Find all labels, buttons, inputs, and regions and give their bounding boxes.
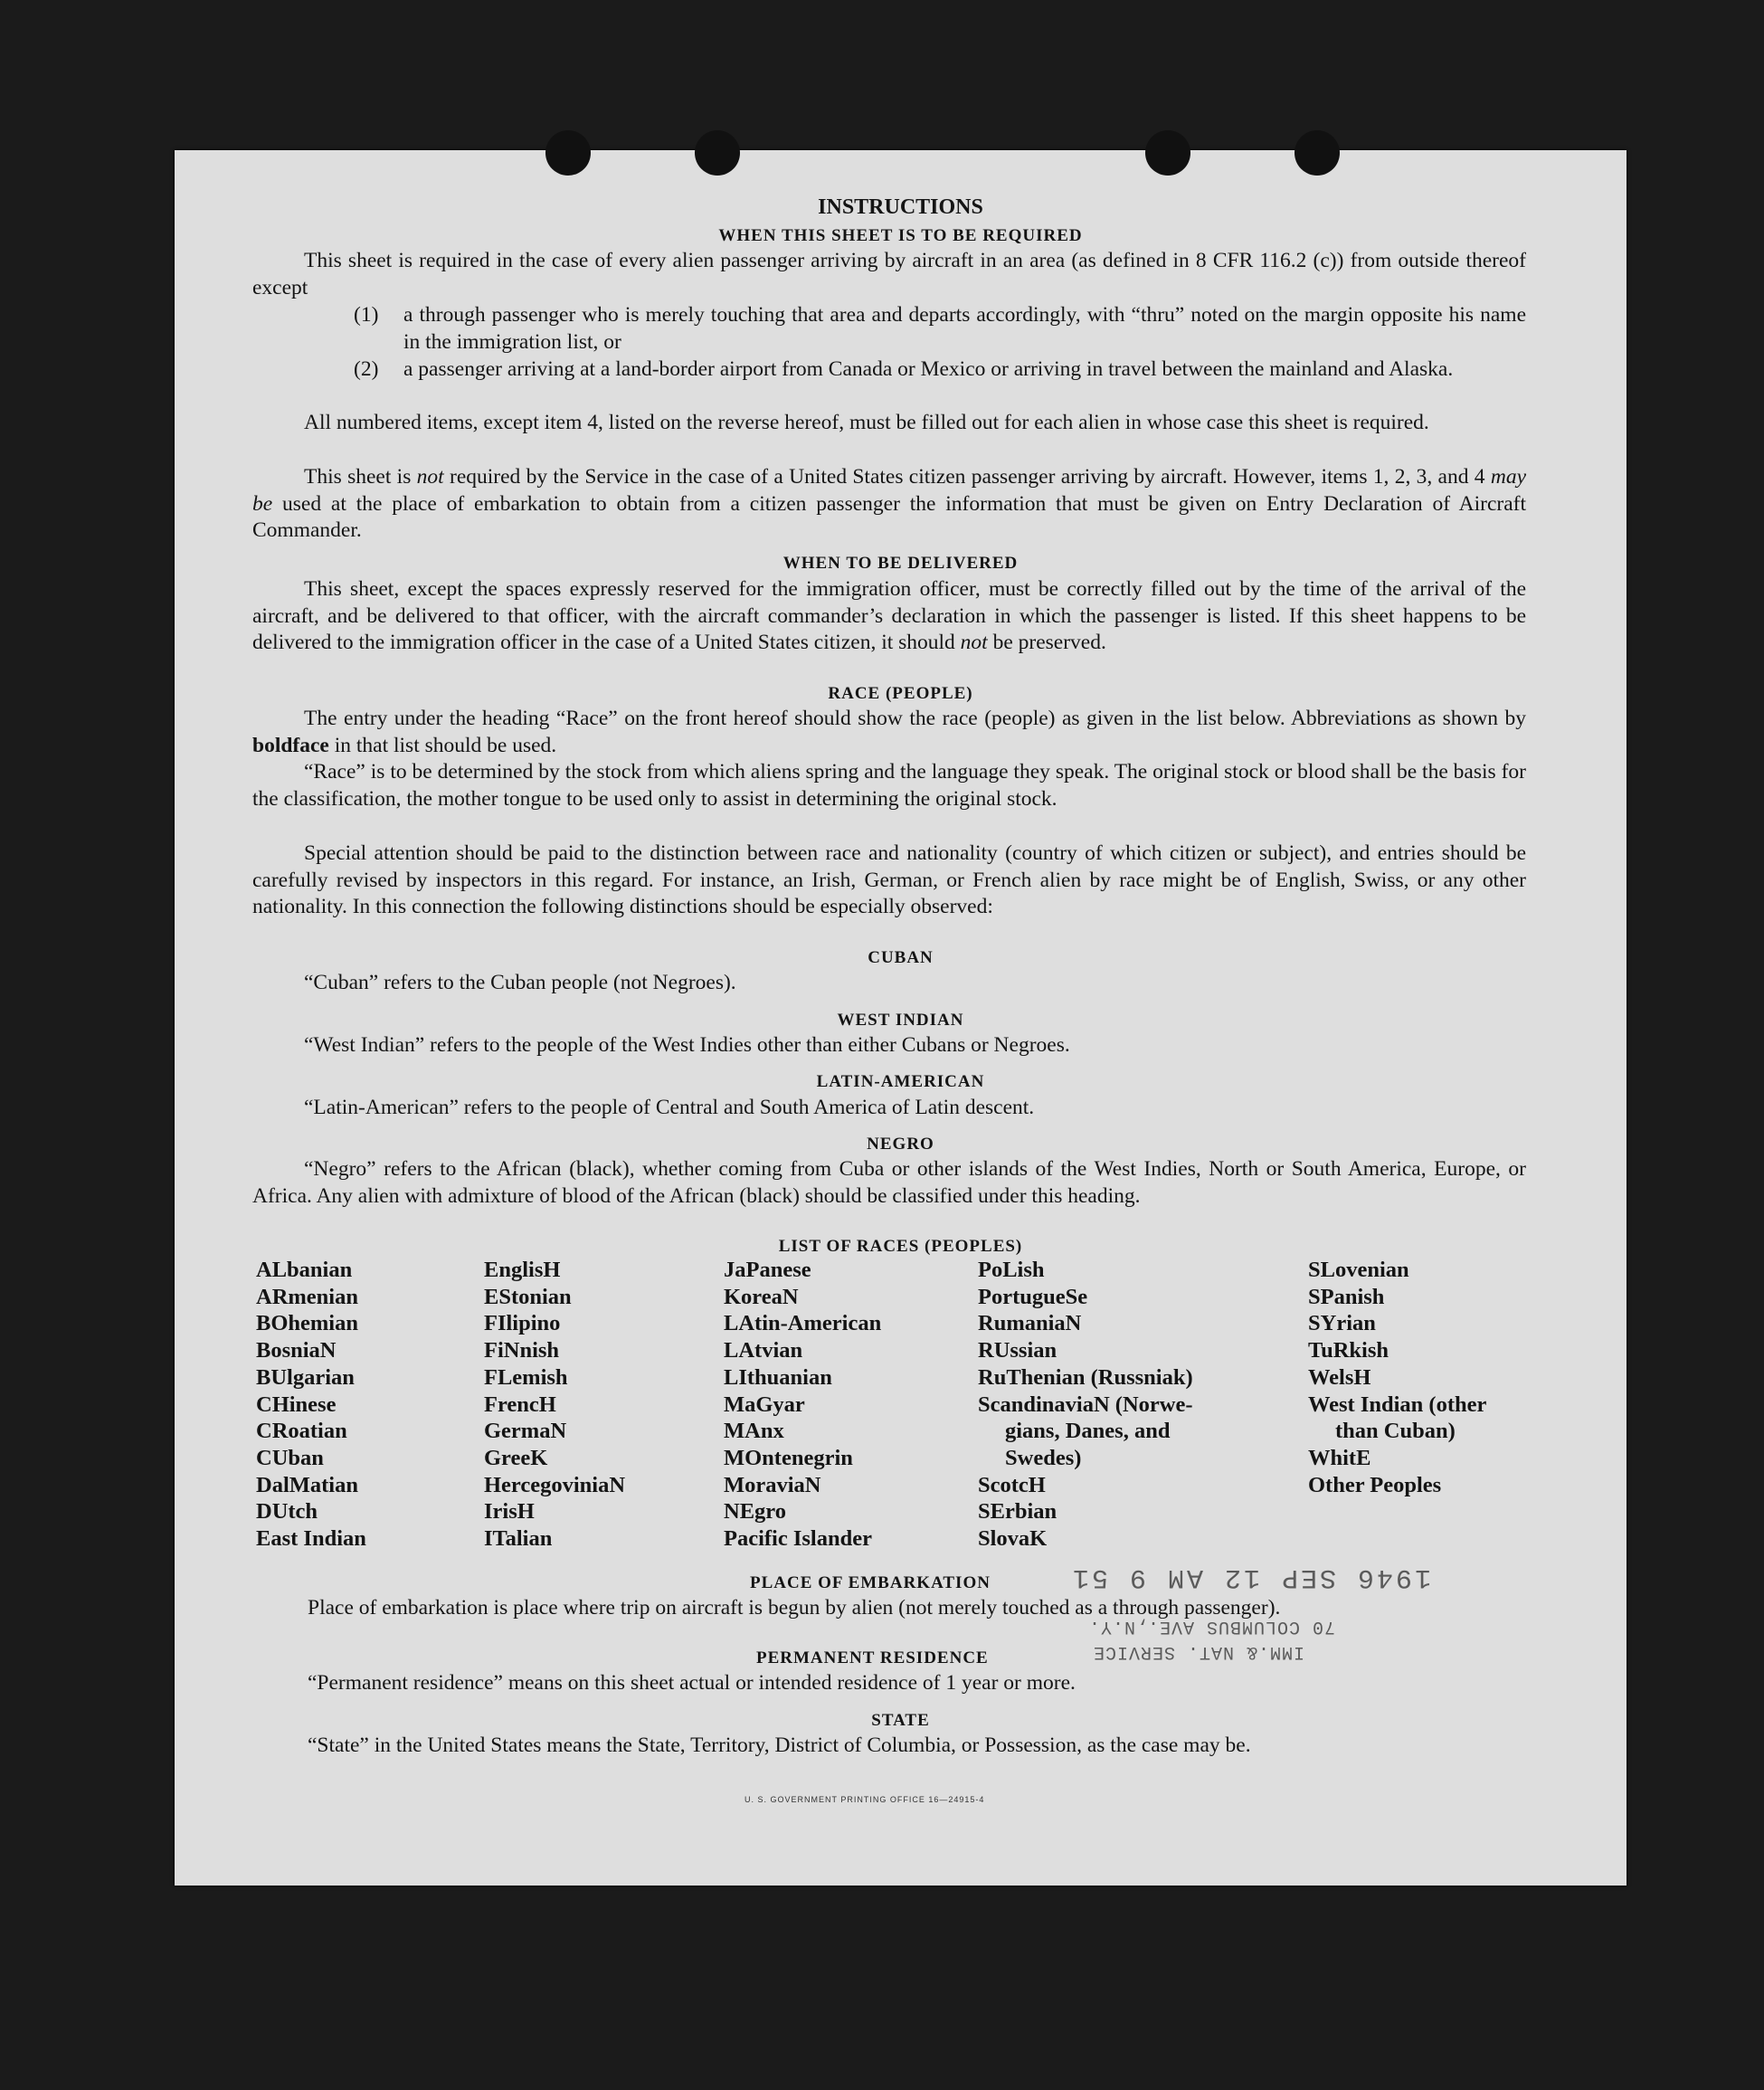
exception-text: a passenger arriving at a land-border airport from Canada or Mexico or arriving in travel between the mainland and Alaska. xyxy=(403,357,1454,381)
race-entry: RUssian xyxy=(978,1338,1057,1363)
race-entry: FIlipino xyxy=(484,1311,561,1336)
races-column-2 xyxy=(484,1257,625,1553)
west-indian-paragraph: “West Indian” refers to the people of the West Indies other than either Cubans or Negroes. xyxy=(304,1033,1070,1057)
exception-number: (2) xyxy=(354,357,379,381)
race-entry: MOntenegrin xyxy=(724,1445,853,1470)
race-entry: LAtvian xyxy=(724,1338,803,1363)
race-entry: CUban xyxy=(256,1445,324,1470)
section-heading-negro: NEGRO xyxy=(867,1135,934,1154)
race-entry: WelsH xyxy=(1308,1364,1371,1390)
race-entry: GermaN xyxy=(484,1419,567,1444)
race-entry: SErbian xyxy=(978,1499,1057,1525)
punch-hole xyxy=(695,130,740,176)
race-entry: CRoatian xyxy=(256,1419,347,1444)
race-entry: RumaniaN xyxy=(978,1311,1082,1336)
race-entry: ScandinaviaN (Norwe- xyxy=(978,1392,1193,1417)
printing-office-imprint: U. S. GOVERNMENT PRINTING OFFICE 16—24915-4 xyxy=(744,1795,985,1804)
race-entry: MAnx xyxy=(724,1419,784,1444)
race-entry: West Indian (other xyxy=(1308,1392,1487,1417)
race-entry: CHinese xyxy=(256,1392,337,1417)
race-entry: PortugueSe xyxy=(978,1284,1088,1309)
race-entry: DalMatian xyxy=(256,1472,358,1497)
race-entry: SYrian xyxy=(1308,1311,1376,1336)
permanent-residence-paragraph: “Permanent residence” means on this sheet actual or intended residence of 1 year or more. xyxy=(308,1671,1076,1695)
section-heading-latin-american: LATIN-AMERICAN xyxy=(816,1072,985,1091)
office-stamp-line-2: 70 COLUMBUS AVE.,N.Y. xyxy=(1088,1616,1336,1637)
race-entry: BOhemian xyxy=(256,1311,358,1336)
race-entry: SLovenian xyxy=(1308,1258,1409,1282)
race-entry: EnglisH xyxy=(484,1258,561,1282)
race-entry: FLemish xyxy=(484,1364,568,1390)
race-entry: East Indian xyxy=(256,1526,366,1552)
race-entry: Pacific Islander xyxy=(724,1526,872,1552)
section-heading-state: STATE xyxy=(871,1711,930,1730)
race-entry: DUtch xyxy=(256,1499,318,1525)
section-heading-west-indian: WEST INDIAN xyxy=(837,1011,964,1030)
section-heading-permanent-residence: PERMANENT RESIDENCE xyxy=(756,1648,989,1667)
emphasis: not xyxy=(960,631,988,655)
punch-hole xyxy=(545,130,591,176)
cuban-paragraph: “Cuban” refers to the Cuban people (not Negroes). xyxy=(304,971,736,994)
race-entry: PoLish xyxy=(978,1258,1045,1282)
race-entry: BosniaN xyxy=(256,1338,337,1363)
race-entry: SlovaK xyxy=(978,1526,1048,1552)
races-column-5 xyxy=(1308,1257,1486,1498)
emphasis: not xyxy=(416,465,444,489)
race-paragraph-3: Special attention should be paid to the distinction between race and nationality (country of which citizen or subject), and entries should be carefully revised by inspectors in this regard. For instance, an Irish, German, or French alien by race might be of English, Swiss, or any other nationality. In this connection the following distinctions should be especially observed: xyxy=(252,841,1526,919)
citizen-paragraph: This sheet is not required by the Service in the case of a United States citizen passenger arriving by aircraft. However, items 1, 2, 3, and 4 may be used at the place of embarkation to obtain from a citizen passenger the information that must be given on Entry Declaration of Aircraft Commander. xyxy=(252,465,1526,543)
races-column-1 xyxy=(256,1257,366,1553)
section-heading-cuban: CUBAN xyxy=(868,948,934,967)
race-entry: Other Peoples xyxy=(1308,1472,1442,1497)
race-entry: HercegoviniaN xyxy=(484,1472,626,1497)
race-entry: MoraviaN xyxy=(724,1472,821,1497)
latin-american-paragraph: “Latin-American” refers to the people of Central and South America of Latin descent. xyxy=(304,1096,1035,1119)
races-list-heading: LIST OF RACES (PEOPLES) xyxy=(778,1237,1023,1256)
race-entry: Swedes) xyxy=(1005,1445,1082,1470)
race-entry: RuThenian (Russniak) xyxy=(978,1364,1193,1390)
race-entry: FiNnish xyxy=(484,1338,560,1363)
race-entry: gians, Danes, and xyxy=(1005,1419,1171,1444)
race-paragraph-2: “Race” is to be determined by the stock from which aliens spring and the language they speak. The original stock or blood shall be the basis for the classification, the mother tongue to be used only to assist in determining the original stock. xyxy=(252,760,1526,811)
race-entry: JaPanese xyxy=(724,1258,811,1282)
office-stamp-line-1: IMM.& NAT. SERVICE xyxy=(1093,1641,1305,1662)
races-column-4 xyxy=(978,1257,1193,1553)
punch-hole xyxy=(1145,130,1190,176)
negro-paragraph: “Negro” refers to the African (black), whether coming from Cuba or other islands of the West Indies, North or South America, Europe, or Africa. Any alien with admixture of blood of the African (black) should be classified under this heading. xyxy=(252,1157,1526,1208)
delivered-paragraph: This sheet, except the spaces expressly reserved for the immigration officer, must be correctly filled out by the time of the arrival of the aircraft, and be delivered to that officer, with the aircraft commander’s declaration in which the passenger is listed. If this sheet happens to be delivered to the immigration officer in the case of a United States citizen, it should not be preserved. xyxy=(252,577,1526,655)
race-entry: FrencH xyxy=(484,1392,556,1417)
race-entry: ITalian xyxy=(484,1526,553,1552)
race-entry: NEgro xyxy=(724,1499,786,1525)
section-heading-race: RACE (PEOPLE) xyxy=(828,684,973,703)
race-entry: than Cuban) xyxy=(1335,1419,1456,1444)
race-entry: WhitE xyxy=(1308,1445,1371,1470)
exception-number: (1) xyxy=(354,303,379,327)
state-paragraph: “State” in the United States means the State, Territory, District of Columbia, or Possession, as the case may be. xyxy=(308,1734,1251,1757)
race-entry: GreeK xyxy=(484,1445,548,1470)
race-entry: ScotcH xyxy=(978,1472,1046,1497)
numbered-items-paragraph: All numbered items, except item 4, listed on the reverse hereof, must be filled out for each alien in whose case this sheet is required. xyxy=(304,411,1429,434)
race-entry: LAtin-American xyxy=(724,1311,882,1336)
page-title: INSTRUCTIONS xyxy=(818,195,983,219)
race-entry: SPanish xyxy=(1308,1284,1385,1309)
race-entry: EStonian xyxy=(484,1284,572,1309)
race-entry: IrisH xyxy=(484,1499,535,1525)
exception-item-1 xyxy=(354,302,1526,356)
emphasis: may be xyxy=(252,465,1526,516)
race-entry: KoreaN xyxy=(724,1284,799,1309)
instruction-sheet xyxy=(175,150,1626,1886)
date-received-stamp: 1946 SEP 12 AM 9 51 xyxy=(1070,1562,1432,1592)
race-entry: ARmenian xyxy=(256,1284,358,1309)
race-entry: MaGyar xyxy=(724,1392,805,1417)
exception-text: a through passenger who is merely touching that area and departs accordingly, with “thru” noted on the margin opposite his name in the immigration list, or xyxy=(403,303,1526,354)
section-heading-when-required: WHEN THIS SHEET IS TO BE REQUIRED xyxy=(718,226,1083,245)
section-heading-embarkation: PLACE OF EMBARKATION xyxy=(750,1573,991,1592)
emphasis-bold: boldface xyxy=(252,733,329,757)
race-entry: ALbanian xyxy=(256,1258,353,1282)
intro-paragraph: This sheet is required in the case of every alien passenger arriving by aircraft in an area (as defined in 8 CFR 116.2 (c)) from outside thereof except xyxy=(252,249,1526,299)
races-column-3 xyxy=(724,1257,881,1553)
punch-hole xyxy=(1295,130,1340,176)
embarkation-paragraph: Place of embarkation is place where trip on aircraft is begun by alien (not merely touched as a through passenger). xyxy=(308,1596,1281,1620)
section-heading-delivered: WHEN TO BE DELIVERED xyxy=(782,554,1019,573)
race-entry: BUlgarian xyxy=(256,1364,355,1390)
race-entry: LIthuanian xyxy=(724,1364,832,1390)
race-paragraph-1: The entry under the heading “Race” on the front hereof should show the race (people) as given in the list below. Abbreviations as shown by boldface in that list should be used. xyxy=(252,707,1526,757)
race-entry: TuRkish xyxy=(1308,1338,1389,1363)
exception-item-2 xyxy=(354,356,1526,411)
